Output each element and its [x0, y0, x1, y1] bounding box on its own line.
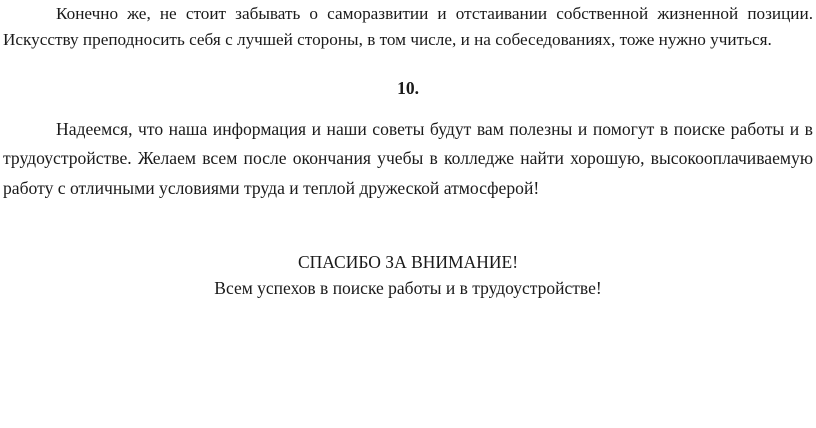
- thank-you-line: СПАСИБО ЗА ВНИМАНИЕ!: [297, 252, 519, 272]
- section-number-heading: 10.: [397, 78, 419, 98]
- good-luck-line: Всем успехов в поиске работы и в трудоустройстве!: [214, 278, 602, 298]
- paragraph-closing-wishes: Надеемся, что наша информация и наши советы будут вам полезны и помогут в поиске работы и в трудоустройстве. Желаем всем после окончания учебы в колледже найти хорошую, высокооплачиваемую работу с отличными условиями труда и теплой дружеской атмосферой!: [3, 119, 813, 198]
- paragraph-self-development: Конечно же, не стоит забывать о саморазвитии и отстаивании собственной жизненной позиции. Искусству преподносить себя с лучшей стороны, в том числе, и на собеседованиях, тоже нужно учиться.: [3, 4, 813, 49]
